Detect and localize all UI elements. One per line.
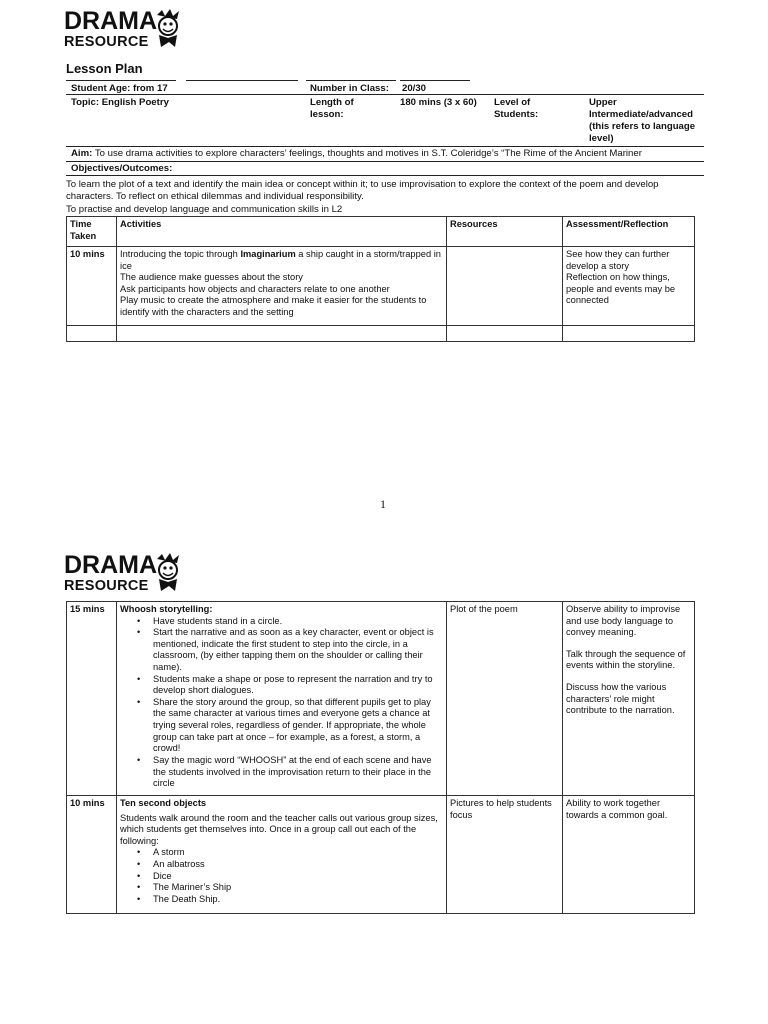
- rule: [186, 80, 298, 81]
- objectives-text: To learn the plot of a text and identify the main idea or concept within it; to use improvisation to explore the context of the poem and develop characters. To reflect on ethical dilemmas and individual responsibility.: [66, 179, 659, 202]
- level-value: Upper Intermediate/advanced (this refers to language level): [589, 97, 696, 144]
- row-activities: [117, 602, 447, 796]
- header-activities: Activities: [117, 217, 447, 247]
- assessment-line: Talk through the sequence of events within the storyline.: [566, 648, 686, 671]
- page-number: 1: [380, 497, 386, 511]
- activity-heading: Whoosh storytelling:: [120, 604, 213, 614]
- empty-cell: [447, 326, 563, 342]
- row-resources: [447, 247, 563, 326]
- jester-mask-icon: [153, 9, 183, 49]
- empty-cell: [67, 326, 117, 342]
- assessment-line: See how they can further develop a story: [566, 249, 670, 271]
- row-assessment: Ability to work together towards a common goal.: [563, 796, 695, 914]
- rule: [306, 80, 396, 81]
- row-time: 10 mins: [67, 247, 117, 326]
- aim-label: Aim:: [71, 148, 93, 159]
- assessment-line: Reflection on how things, people and events may be connected: [566, 272, 676, 306]
- list-item: • Have students stand in a circle.: [120, 616, 443, 628]
- number-in-class-value: 20/30: [402, 83, 427, 94]
- header-assessment: Assessment/Reflection: [563, 217, 695, 247]
- row-assessment: [563, 247, 695, 326]
- list-item: • The Mariner’s Ship: [120, 882, 443, 894]
- rule: [66, 161, 704, 162]
- header-time: Time Taken: [67, 217, 117, 247]
- table-row: [67, 796, 695, 914]
- number-in-class-label: Number in Class:: [310, 83, 389, 94]
- row-time: 15 mins: [67, 602, 117, 796]
- empty-cell: [117, 326, 447, 342]
- logo-word-drama: DRAMA: [64, 7, 158, 35]
- row-resources: Pictures to help students focus: [447, 796, 563, 914]
- logo-word-resource: RESOURCE: [64, 578, 149, 594]
- row-resources: Plot of the poem: [447, 602, 563, 796]
- table-row: [67, 602, 695, 796]
- length-value: 180 mins (3 x 60): [400, 97, 477, 108]
- list-item: • Say the magic word “WHOOSH” at the end of each scene and have the students involved in the improvisation return to their place in the circle: [120, 755, 443, 790]
- empty-cell: [563, 326, 695, 342]
- table-header-row: [67, 217, 695, 247]
- assessment-line: Observe ability to improvise and use body language to convey meaning.: [566, 604, 681, 638]
- objectives-text-2: To practise and develop language and communication skills in L2: [66, 204, 343, 215]
- activities-table: [66, 216, 695, 342]
- rule: [66, 175, 704, 176]
- activity-text: Students walk around the room and the teacher calls out various group sizes, which students get themselves into. Once in a group call out each of the following:: [120, 812, 438, 846]
- aim-text: To use drama activities to explore characters’ feelings, thoughts and motives in S.T. Coleridge’s “The Rime of the Ancient Mariner: [92, 148, 642, 159]
- jester-mask-icon: [153, 553, 183, 593]
- list-item: • The Death Ship.: [120, 894, 443, 906]
- activity-heading: Ten second objects: [120, 798, 207, 808]
- list-item: • A storm: [120, 847, 443, 859]
- aim: [71, 148, 711, 160]
- rule: [66, 80, 176, 81]
- objectives-label: Objectives/Outcomes:: [71, 163, 173, 174]
- activity-text: a ship caught in a storm/trapped in ice: [120, 249, 441, 271]
- level-label: Level of Students:: [494, 97, 539, 120]
- activity-line: Ask participants how objects and characters relate to one another: [120, 283, 390, 294]
- activity-list: [120, 616, 443, 790]
- activity-line: [120, 249, 443, 272]
- header-resources: Resources: [447, 217, 563, 247]
- row-activities: [117, 796, 447, 914]
- row-assessment: [563, 602, 695, 796]
- activity-text: Introducing the topic through: [120, 249, 241, 259]
- length-label: Length of lesson:: [310, 97, 354, 120]
- drama-resource-logo: [64, 553, 183, 594]
- rule: [400, 80, 470, 81]
- activities-table-continued: [66, 601, 695, 914]
- list-item: • Dice: [120, 871, 443, 883]
- list-item: • An albatross: [120, 859, 443, 871]
- table-row-empty: [67, 326, 695, 342]
- assessment-line: Discuss how the various characters’ role might contribute to the narration.: [566, 682, 675, 716]
- activity-list: [120, 847, 443, 905]
- logo-word-drama: DRAMA: [64, 551, 158, 579]
- activity-bold: Imaginarium: [240, 249, 296, 259]
- table-row: [67, 247, 695, 326]
- page-title: Lesson Plan: [66, 61, 143, 76]
- activity-line: Play music to create the atmosphere and make it easier for the students to identify with the characters and the setting: [120, 295, 427, 318]
- list-item: • Share the story around the group, so that different pupils get to play the same character at various times and everyone gets a chance at trying several roles, regardless of gender. If appropriate, the whole group can take part at once – for example, as a forest, a storm, a crowd!: [120, 697, 443, 755]
- list-item: • Start the narrative and as soon as a key character, event or object is mentioned, indicate the first student to step into the circle, in a classroom, (by either tapping them on the shoulder or calling their name).: [120, 627, 443, 673]
- rule: [66, 146, 704, 147]
- list-item: • Students make a shape or pose to represent the narration and try to develop short dialogues.: [120, 674, 443, 697]
- drama-resource-logo: [64, 9, 183, 50]
- topic: Topic: English Poetry: [71, 97, 169, 108]
- row-activities: [117, 247, 447, 326]
- logo-word-resource: RESOURCE: [64, 34, 149, 50]
- activity-line: The audience make guesses about the story: [120, 272, 303, 283]
- row-time: 10 mins: [67, 796, 117, 914]
- student-age: Student Age: from 17: [71, 83, 168, 94]
